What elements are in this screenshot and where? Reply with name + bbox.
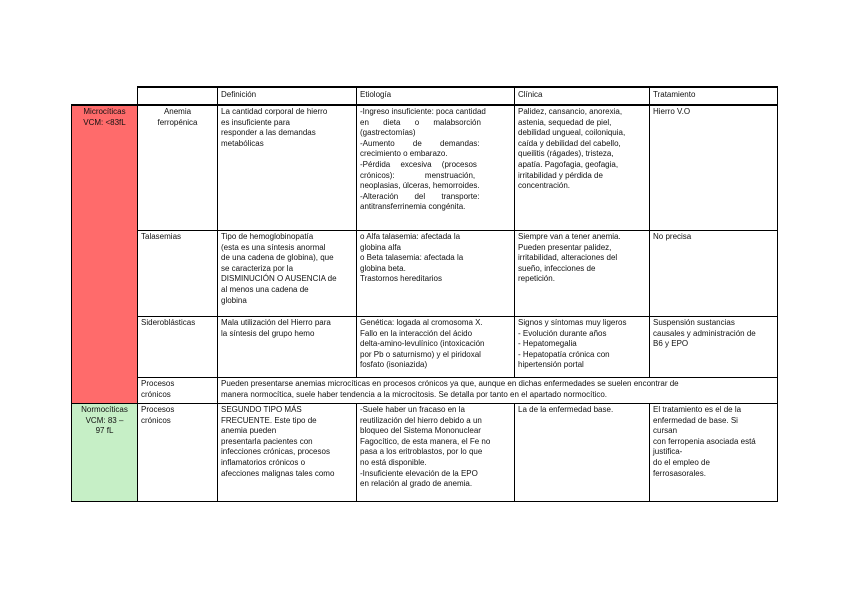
text-line: inflamatorios crónicos o [221, 457, 306, 467]
cell-definicion [218, 105, 357, 231]
text-line: (esta es una síntesis anormal [221, 242, 326, 252]
text-line: Fagocítico, de esta manera, el Fe no [360, 436, 491, 446]
cell-tratamiento [650, 404, 778, 502]
table-header-row [72, 87, 778, 105]
text-line: metabólicas [221, 138, 264, 148]
text-line: caída y debilidad del cabello, [518, 138, 621, 148]
text-line: ferrosasorales. [653, 468, 706, 478]
text-line: - Hepatomegalia [518, 339, 577, 349]
text-line: Tipo de hemoglobinopatía [221, 232, 314, 241]
table-row [72, 317, 778, 378]
cell-definicion [218, 317, 357, 378]
text-line: Siempre van a tener anemia. [518, 232, 621, 241]
cell-clinica [515, 231, 650, 317]
text-line: hipertensión portal [518, 360, 584, 370]
text-line: -Aumento de demandas: [360, 138, 480, 148]
text-line: Hierro V.O [653, 107, 691, 116]
cell-tratamiento [650, 105, 778, 231]
text-line: La de la enfermedad base. [518, 405, 614, 414]
text-line: - Evolución durante años [518, 328, 607, 338]
anemia-classification-table [71, 86, 778, 502]
cell-tratamiento [650, 231, 778, 317]
row-name-line: crónicos [141, 415, 171, 425]
cell-clinica [515, 404, 650, 502]
text-line: fosfato (isoniazida) [360, 360, 428, 370]
text-line: Pueden presentarse anemias microcíticas en procesos crónicos ya que, aunque en dichas enfermedades se suelen encontrar de [221, 379, 679, 388]
cell-clinica [515, 105, 650, 231]
empty-header-cell [72, 87, 138, 105]
text-line: (gastrectomías) [360, 128, 416, 138]
group-subtitle: VCM: 83 – [85, 415, 124, 425]
text-line: El tratamiento es el de la [653, 405, 742, 414]
text-line: SEGUNDO TIPO MÁS [221, 405, 302, 414]
text-line: causales y administración de [653, 328, 756, 338]
bullet-line: o Alfa talasemia: afectada la [360, 232, 511, 243]
group-title: Normocíticas [81, 405, 128, 414]
text-line: al menos una cadena de [221, 284, 309, 294]
text-line: manera normocítica, suele haber tendencia a la microcitosis. Se detalla por tanto en el apartado normocítico. [221, 389, 607, 399]
text-line: Genética: logada al cromosoma X. [360, 318, 483, 327]
text-line: globina [221, 295, 247, 305]
cell-definicion [218, 404, 357, 502]
cell-clinica [515, 317, 650, 378]
text-line: Trastornos hereditarios [360, 274, 442, 284]
table-row [72, 105, 778, 231]
row-name-anemia-ferropenica [138, 105, 218, 231]
header-definicion: Definición [218, 87, 357, 105]
text-line: Mala utilización del Hierro para [221, 318, 331, 327]
text-line: globina alfa [360, 242, 401, 252]
text-line: responder a las demandas [221, 128, 316, 138]
row-name-line: crónicos [141, 389, 171, 399]
text-line: Palidez, cansancio, anorexia, [518, 107, 623, 116]
empty-header-cell-2 [138, 87, 218, 105]
text-line: irritabilidad y pérdida de [518, 170, 603, 180]
text-line: por Pb o saturnismo) y el piridoxal [360, 349, 481, 359]
text-line: B6 y EPO [653, 339, 689, 349]
text-line: afecciones malignas tales como [221, 468, 335, 478]
text-line: La cantidad corporal de hierro [221, 107, 328, 116]
group-title: Microcíticas [83, 107, 126, 116]
text-line: -Ingreso insuficiente: poca cantidad [360, 107, 486, 116]
text-line: anemia pueden [221, 426, 277, 436]
text-line: pasa a los eritroblastos, por lo que [360, 447, 483, 457]
text-line: apatía. Pagofagia, geofagia, [518, 159, 619, 169]
text-line: de una cadena de globina), que [221, 253, 334, 263]
text-line: con ferropenia asociada está [653, 436, 756, 446]
text-line: Pueden presentar palidez, [518, 242, 612, 252]
row-name-line: Procesos [141, 405, 175, 414]
text-line: bloqueo del Sistema Mononuclear [360, 426, 481, 436]
text-line: neoplasias, úlceras, hemorroides. [360, 181, 480, 191]
text-line: -Suele haber un fracaso en la [360, 405, 465, 414]
text-line: globina beta. [360, 263, 406, 273]
row-name-line: Anemia [163, 107, 192, 116]
cell-etiologia [357, 404, 515, 502]
group-microciticas [72, 105, 138, 404]
text-line: infecciones crónicas, procesos [221, 447, 330, 457]
text-line: crónicos): menstruación, [360, 170, 476, 180]
group-subtitle-2: 97 fL [95, 426, 114, 436]
text-line: DISMINUCIÓN O AUSENCIA de [221, 274, 337, 284]
row-name-sideroblasticas: Sideroblásticas [138, 317, 218, 378]
text-line: se caracteriza por la [221, 263, 294, 273]
text-line: -Alteración del transporte: [360, 191, 480, 201]
bullet-line: o Beta talasemia: afectada la [360, 253, 511, 264]
group-subtitle: VCM: <83fL [83, 117, 126, 127]
text-line: repetición. [518, 274, 555, 284]
text-line: en dieta o malabsorción [360, 117, 481, 127]
cell-procesos-cronicos-note [218, 378, 778, 404]
table-row [72, 404, 778, 502]
cell-tratamiento [650, 317, 778, 378]
row-name-line: ferropénica [157, 117, 198, 127]
text-line: antitransferrinemia congénita. [360, 202, 466, 212]
row-name-talasemias: Talasemias [138, 231, 218, 317]
row-name-line: Procesos [141, 379, 175, 388]
group-normociticas [72, 404, 138, 502]
text-line: justifica- [653, 447, 683, 457]
text-line: Suspensión sustancias [653, 318, 735, 327]
text-line: -Pérdida excesiva (procesos [360, 159, 477, 169]
text-line: irritabilidad, alteraciones del [518, 253, 618, 263]
text-line: debilidad ungueal, coiloniquia, [518, 128, 626, 138]
text-line: sueño, infecciones de [518, 263, 596, 273]
text-line: crecimiento o embarazo. [360, 149, 448, 159]
text-line: Signos y síntomas muy ligeros [518, 318, 627, 327]
text-line: queilitis (rágades), tristeza, [518, 149, 614, 159]
text-line: reutilización del hierro debido a un [360, 415, 482, 425]
text-line: la síntesis del grupo hemo [221, 328, 315, 338]
text-line: concentración. [518, 181, 571, 191]
table-row [72, 378, 778, 404]
cell-etiologia [357, 105, 515, 231]
text-line: es insuficiente para [221, 117, 290, 127]
text-line: delta-amino-levulínico (intoxicación [360, 339, 485, 349]
text-line: do el empleo de [653, 457, 710, 467]
text-line: - Hepatopatía crónica con [518, 349, 610, 359]
text-line: FRECUENTE. Este tipo de [221, 415, 317, 425]
cell-etiologia [357, 317, 515, 378]
text-line: -Insuficiente elevación de la EPO [360, 468, 478, 478]
text-line: cursan [653, 426, 678, 436]
text-line: No precisa [653, 232, 692, 241]
header-tratamiento: Tratamiento [650, 87, 778, 105]
text-line: enfermedad de base. Si [653, 415, 738, 425]
cell-definicion [218, 231, 357, 317]
text-line: presentarla pacientes con [221, 436, 313, 446]
row-name-procesos-cronicos [138, 378, 218, 404]
text-line: en relación al grado de anemia. [360, 479, 473, 489]
text-line: astenia, sequedad de piel, [518, 117, 612, 127]
text-line: no está disponible. [360, 457, 427, 467]
row-name-procesos-cronicos [138, 404, 218, 502]
header-clinica: Clínica [515, 87, 650, 105]
header-etiologia: Etiología [357, 87, 515, 105]
table-row [72, 231, 778, 317]
text-line: Fallo en la interacción del ácido [360, 328, 473, 338]
cell-etiologia [357, 231, 515, 317]
